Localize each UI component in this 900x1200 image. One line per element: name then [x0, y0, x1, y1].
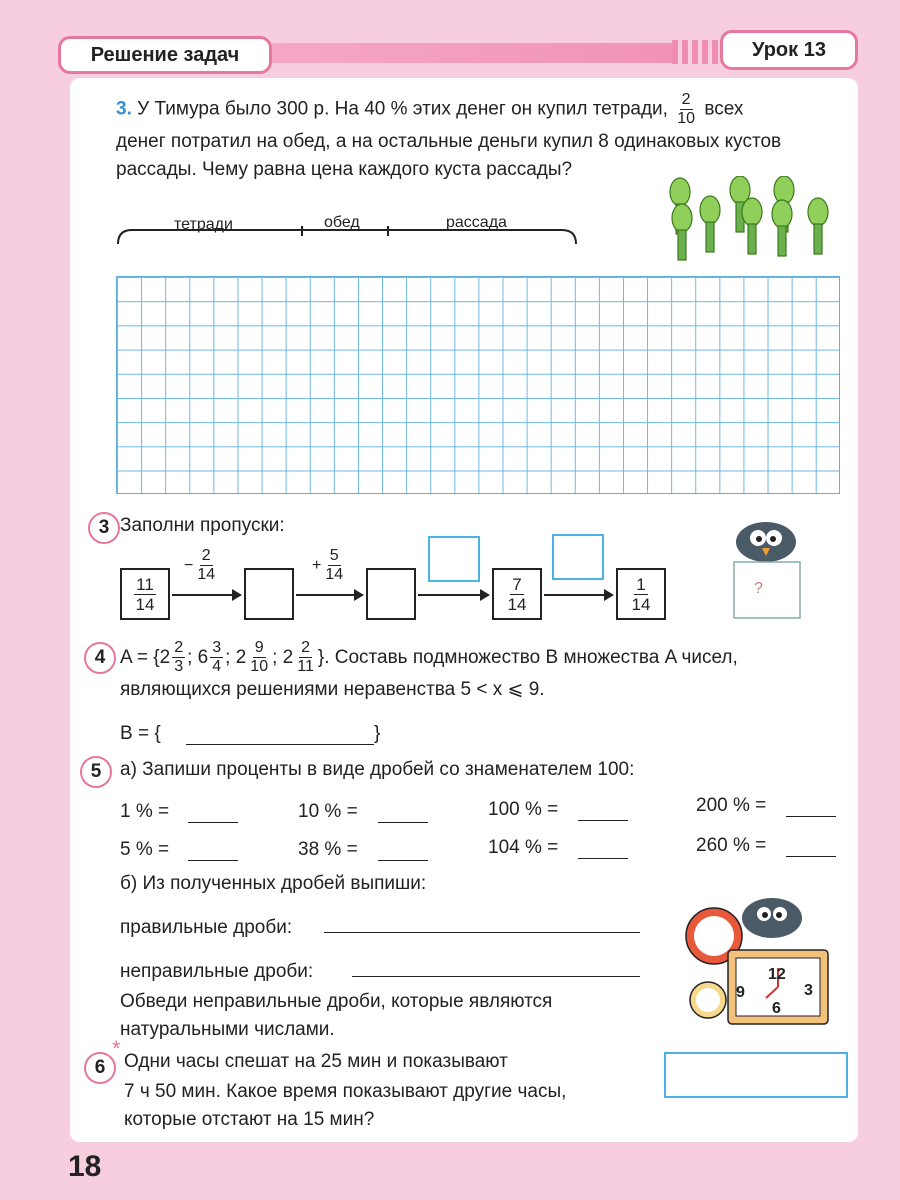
arrow-3 — [418, 594, 488, 596]
header-stripes — [672, 40, 720, 64]
chain-box-5-den: 14 — [631, 594, 651, 614]
op1-label — [184, 548, 219, 583]
task3-text-part1: У Тимура было 300 р. На 40 % этих денег он купил тетради, — [137, 98, 668, 120]
separator: ; — [272, 646, 283, 668]
percent-10: 10 % = — [298, 801, 358, 822]
section-title: Решение задач — [58, 36, 272, 74]
set-item-3-fraction — [248, 640, 270, 675]
percent-38-answer[interactable] — [378, 860, 428, 861]
chain-box-3[interactable] — [366, 568, 416, 620]
task3-line1 — [116, 92, 743, 127]
task3-frac-num: 2 — [681, 91, 691, 108]
chain-box-5-num: 1 — [636, 574, 646, 594]
chain-box-4-fraction — [506, 576, 529, 613]
chain-box-4-num: 7 — [512, 574, 522, 594]
set-item-3-den: 10 — [250, 658, 269, 675]
separator: ; — [187, 646, 198, 668]
task3-line3: рассады. Чему равна цена каждого куста рассады? — [116, 159, 573, 180]
chain-box-4 — [492, 568, 542, 620]
exercise6-line3: которые отстают на 15 мин? — [124, 1109, 375, 1130]
exercise3-title: Заполни пропуски: — [120, 515, 285, 536]
set-item-3-num: 9 — [254, 639, 264, 656]
exercise4-number: 4 — [84, 642, 116, 674]
segment-label-notebooks: тетради — [174, 216, 233, 233]
separator: ; — [225, 646, 236, 668]
set-item-4-num: 2 — [301, 639, 310, 656]
percent-5: 5 % = — [120, 839, 170, 860]
blank-operation-box-1[interactable] — [428, 536, 480, 582]
task3-fraction — [675, 92, 697, 127]
clock-number-3: 3 — [804, 982, 813, 999]
percent-10-answer[interactable] — [378, 822, 428, 823]
chain-box-2[interactable] — [244, 568, 294, 620]
exercise6-line2: 7 ч 50 мин. Какое время показывают другие часы, — [124, 1081, 567, 1102]
chain-box-4-den: 14 — [507, 594, 527, 614]
segment-label-lunch: обед — [324, 214, 360, 231]
set-item-1-fraction — [172, 640, 185, 675]
chain-box-1-num: 11 — [136, 574, 154, 594]
exercise4-text-after: }. Составь подмножество B множества A чисел, — [317, 646, 738, 668]
clock-number-9: 9 — [736, 984, 745, 1001]
op2-den: 14 — [325, 566, 344, 583]
chain-box-5-fraction — [630, 576, 653, 613]
seedlings-illustration — [660, 176, 840, 266]
bird-with-sign-illustration — [716, 516, 816, 620]
op2-label — [312, 548, 347, 583]
percent-104-answer[interactable] — [578, 858, 628, 859]
task3-line2: денег потратил на обед, а на остальные деньги купил 8 одинаковых кустов — [116, 131, 782, 152]
chain-box-5 — [616, 568, 666, 620]
blank-operation-box-2[interactable] — [552, 534, 604, 580]
percent-260: 260 % = — [696, 835, 767, 856]
bird-sign-text: ? — [754, 580, 763, 597]
op2-sign: + — [312, 556, 322, 574]
improper-fractions-label: неправильные дроби: — [120, 961, 314, 982]
lesson-title: Урок 13 — [720, 30, 858, 70]
answer-b-prefix: B = { — [120, 723, 161, 744]
circle-instruction-2: натуральными числами. — [120, 1019, 335, 1040]
exercise4-line2: являющихся решениями неравенства 5 < x ⩽ 9. — [120, 679, 545, 700]
improper-fractions-answer[interactable] — [352, 976, 640, 977]
percent-200: 200 % = — [696, 795, 767, 816]
exercise6-line1: Одни часы спешат на 25 мин и показывают — [124, 1051, 508, 1072]
answer-b-suffix: } — [374, 723, 381, 744]
set-item-1-whole: 2 — [159, 646, 171, 668]
chain-box-1-fraction — [134, 576, 157, 613]
exercise6-answer-box[interactable] — [664, 1052, 848, 1098]
set-item-2-fraction — [210, 640, 223, 675]
percent-260-answer[interactable] — [786, 856, 836, 857]
op2-num: 5 — [329, 547, 339, 564]
op1-num: 2 — [201, 547, 211, 564]
page-number: 18 — [68, 1150, 102, 1183]
proper-fractions-label: правильные дроби: — [120, 917, 293, 938]
set-item-2-den: 4 — [212, 658, 222, 675]
op2-fraction — [323, 548, 345, 583]
percent-104: 104 % = — [488, 837, 559, 858]
clocks-illustration — [676, 888, 836, 1028]
answer-grid[interactable] — [116, 276, 840, 494]
exercise5-part-b: б) Из полученных дробей выпиши: — [120, 873, 427, 894]
exercise4-line1 — [120, 640, 738, 675]
chain-box-1-den: 14 — [135, 594, 155, 614]
set-item-4-den: 11 — [297, 658, 314, 675]
set-item-1-num: 2 — [174, 639, 184, 656]
segment-label-seedlings: рассада — [446, 214, 507, 231]
set-item-1-den: 3 — [174, 658, 184, 675]
set-item-2-whole: 6 — [197, 646, 209, 668]
chain-box-1 — [120, 568, 170, 620]
clock-number-6: 6 — [772, 1000, 781, 1017]
set-a-prefix: A = { — [120, 646, 160, 668]
answer-b-line[interactable] — [186, 744, 374, 745]
set-item-4-whole: 2 — [282, 646, 294, 668]
percent-38: 38 % = — [298, 839, 358, 860]
percent-5-answer[interactable] — [188, 860, 238, 861]
percent-100: 100 % = — [488, 799, 559, 820]
circle-instruction-1: Обведи неправильные дроби, которые являются — [120, 991, 553, 1012]
proper-fractions-answer[interactable] — [324, 932, 640, 933]
op1-den: 14 — [197, 566, 216, 583]
percent-100-answer[interactable] — [578, 820, 628, 821]
clock-number-12: 12 — [768, 966, 786, 983]
exercise6-number: 6 — [84, 1052, 116, 1084]
arrow-1 — [172, 594, 240, 596]
percent-1: 1 % = — [120, 801, 170, 822]
op1-sign: − — [184, 556, 194, 574]
task3-frac-den: 10 — [677, 110, 696, 127]
task3-text-part2: всех — [704, 98, 744, 120]
op1-fraction — [195, 548, 217, 583]
arrow-4 — [544, 594, 612, 596]
arrow-2 — [296, 594, 362, 596]
header-band — [272, 43, 672, 63]
task3-number: 3. — [116, 98, 132, 120]
percent-1-answer[interactable] — [188, 822, 238, 823]
set-item-4-fraction — [295, 640, 316, 675]
set-item-2-num: 3 — [212, 639, 222, 656]
exercise5-number: 5 — [80, 756, 112, 788]
exercise3-number: 3 — [88, 512, 120, 544]
set-item-3-whole: 2 — [235, 646, 247, 668]
star-marker: * — [112, 1036, 121, 1061]
percent-200-answer[interactable] — [786, 816, 836, 817]
exercise5-part-a: а) Запиши проценты в виде дробей со знаменателем 100: — [120, 759, 635, 780]
